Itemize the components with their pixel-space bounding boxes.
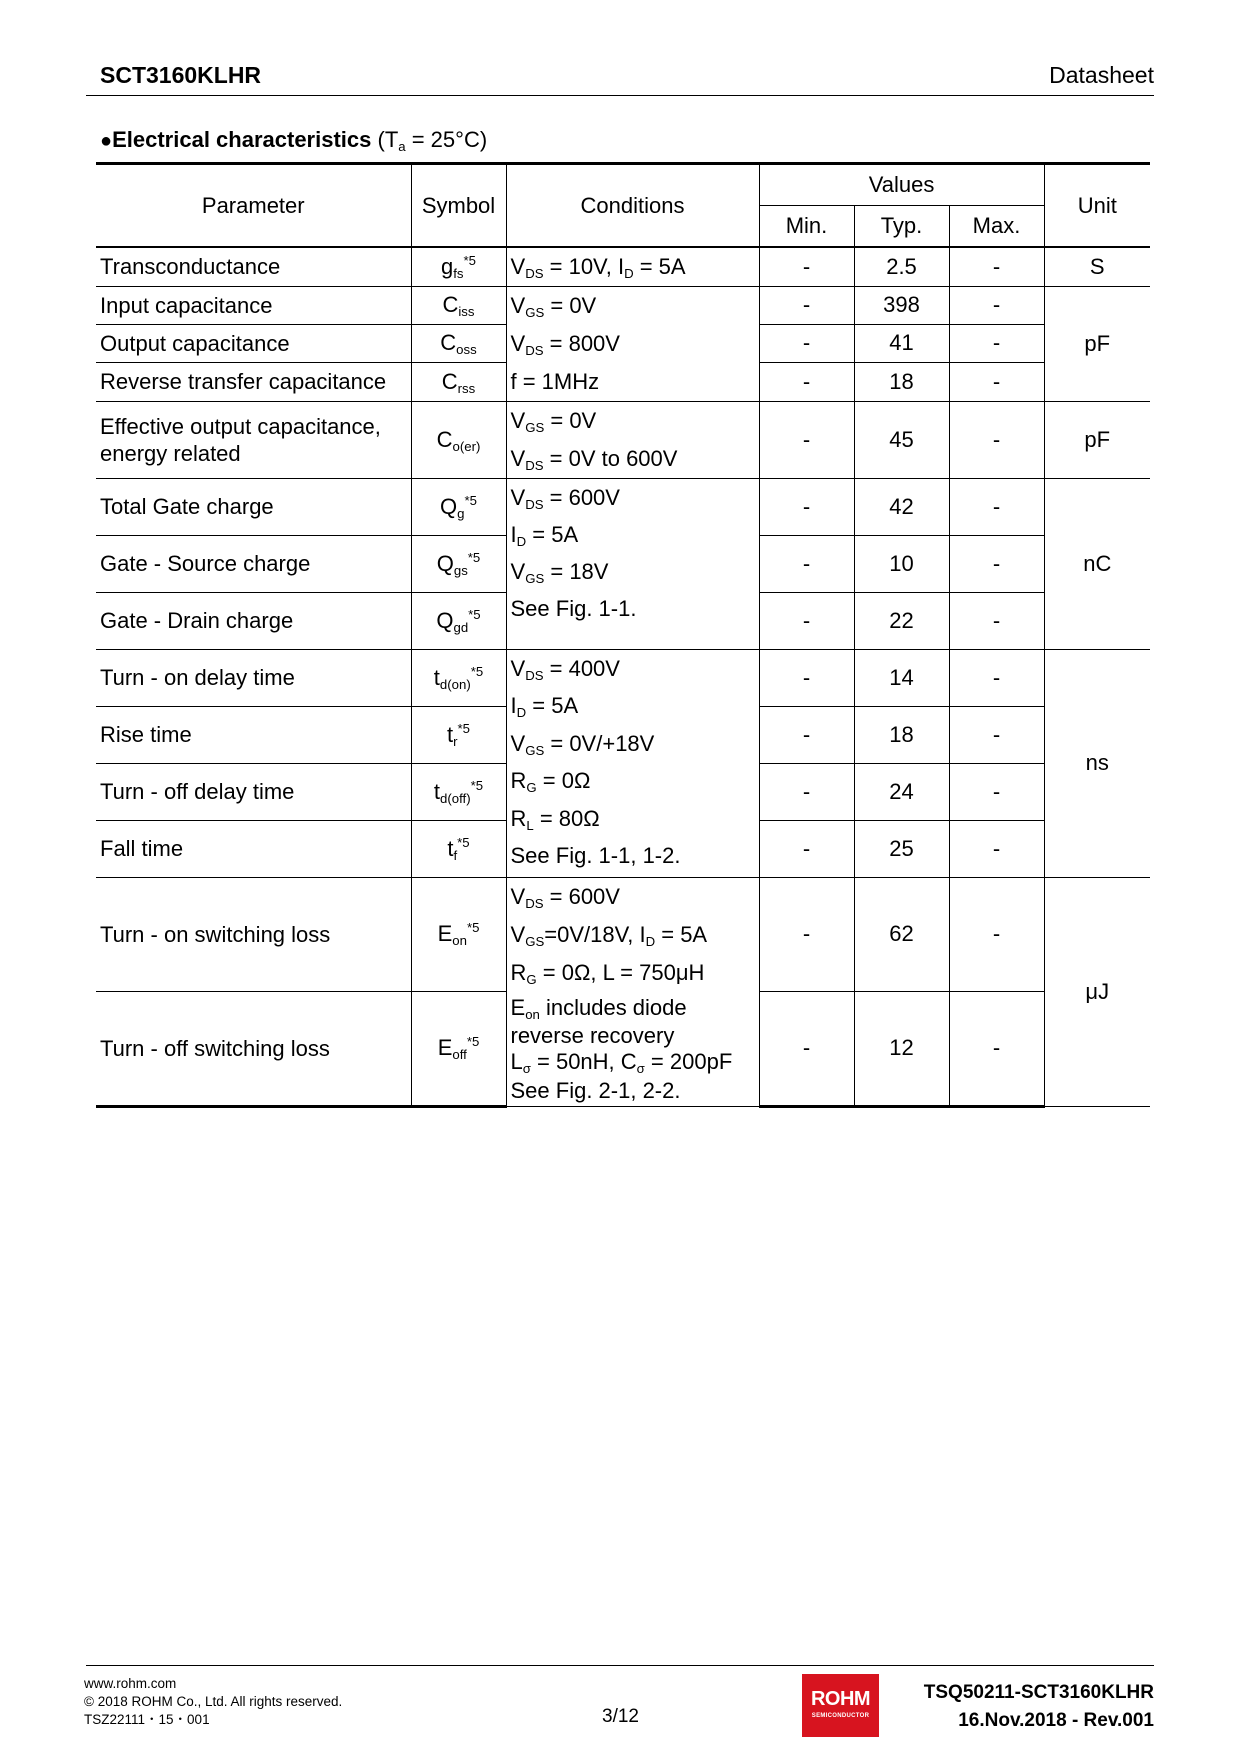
row-max: -	[949, 992, 1044, 1107]
row-parameter: Turn - on switching loss	[96, 877, 411, 992]
row-max: -	[949, 592, 1044, 649]
row-parameter: Transconductance	[96, 247, 411, 286]
row-parameter: Fall time	[96, 820, 411, 877]
header-symbol: Symbol	[411, 164, 506, 248]
row-unit: μJ	[1044, 877, 1150, 1106]
header-max: Max.	[949, 206, 1044, 248]
switching-conditions: $V_{DS} = 400V$ $I_D = 5A$ $V_{GS} = 0V/+18V$ $R_G = 0\Omega$ $R_L = 80\Omega$ See Fig. 1-1, 1-2.	[506, 649, 759, 877]
electrical-characteristics-table	[96, 162, 1150, 1108]
row-min: -	[759, 324, 854, 362]
rohm-logo: ROHM SEMICONDUCTOR	[802, 1674, 879, 1737]
footer-rule	[86, 1665, 1154, 1666]
header-conditions: Conditions	[506, 164, 759, 248]
footer-doc-number: TSQ50211-SCT3160KLHR	[923, 1682, 1154, 1703]
row-typ: 18	[854, 706, 949, 763]
row-max: -	[949, 877, 1044, 992]
page-number: 3/12	[602, 1706, 639, 1727]
row-max: -	[949, 363, 1044, 401]
row-parameter: Gate - Source charge	[96, 535, 411, 592]
row-typ: 62	[854, 877, 949, 992]
gate-charge-conditions: $V_{DS} = 600V$ $I_D = 5A$ $V_{GS} = 18V$ See Fig. 1-1.	[506, 478, 759, 649]
row-max: -	[949, 401, 1044, 478]
row-min: -	[759, 877, 854, 992]
footer-copyright: © 2018 ROHM Co., Ltd. All rights reserved.	[84, 1694, 343, 1709]
bullet-icon: ●	[100, 130, 113, 152]
header-parameter: Parameter	[96, 164, 411, 248]
row-typ: 24	[854, 763, 949, 820]
row-min: -	[759, 535, 854, 592]
row-symbol: $t_{d(off)}^{*5}$	[411, 763, 506, 820]
row-min: -	[759, 478, 854, 535]
row-parameter: Reverse transfer capacitance	[96, 363, 411, 401]
footer-website[interactable]: www.rohm.com	[84, 1676, 177, 1691]
row-typ: 18	[854, 363, 949, 401]
row-max: -	[949, 649, 1044, 706]
row-typ: 25	[854, 820, 949, 877]
row-symbol: $Q_g^{*5}$	[411, 478, 506, 535]
part-number: SCT3160KLHR	[100, 62, 262, 88]
row-symbol: $t_r^{*5}$	[411, 706, 506, 763]
row-unit: nC	[1044, 478, 1150, 649]
row-parameter: Turn - off switching loss	[96, 992, 411, 1107]
row-max: -	[949, 706, 1044, 763]
header-values: Values	[759, 164, 1044, 206]
row-unit: S	[1044, 247, 1150, 286]
row-symbol: $g_{fs}^{*5}$	[411, 247, 506, 286]
row-min: -	[759, 286, 854, 324]
section-title: ●Electrical characteristics $(T_a = 25^\circ C)$	[100, 127, 488, 154]
row-min: -	[759, 401, 854, 478]
row-typ: 41	[854, 324, 949, 362]
row-parameter: Turn - off delay time	[96, 763, 411, 820]
row-max: -	[949, 535, 1044, 592]
row-min: -	[759, 820, 854, 877]
row-symbol: $E_{off}^{*5}$	[411, 992, 506, 1107]
row-min: -	[759, 592, 854, 649]
row-min: -	[759, 706, 854, 763]
row-symbol: $C_{rss}$	[411, 363, 506, 401]
row-max: -	[949, 820, 1044, 877]
row-symbol: $C_{o(er)}$	[411, 401, 506, 478]
row-symbol: $C_{iss}$	[411, 286, 506, 324]
row-max: -	[949, 247, 1044, 286]
row-typ: 10	[854, 535, 949, 592]
row-min: -	[759, 649, 854, 706]
row-symbol: $Q_{gd}^{*5}$	[411, 592, 506, 649]
header-typ: Typ.	[854, 206, 949, 248]
row-typ: 14	[854, 649, 949, 706]
row-max: -	[949, 763, 1044, 820]
row-max: -	[949, 478, 1044, 535]
row-symbol: $C_{oss}$	[411, 324, 506, 362]
footer-left	[84, 1675, 342, 1729]
row-max: -	[949, 324, 1044, 362]
footer-revision: 16.Nov.2018 - Rev.001	[958, 1710, 1154, 1731]
footer-code: TSZ22111・15・001	[84, 1712, 210, 1727]
row-parameter: Rise time	[96, 706, 411, 763]
capacitance-conditions: $V_{GS} = 0V$ $V_{DS} = 800V$ f = 1MHz	[506, 286, 759, 401]
row-typ: 12	[854, 992, 949, 1107]
row-min: -	[759, 247, 854, 286]
row-typ: 398	[854, 286, 949, 324]
header-rule	[86, 95, 1154, 96]
row-conditions: $V_{DS} = 10V$, $I_D = 5A$	[506, 247, 759, 286]
row-unit: pF	[1044, 286, 1150, 401]
row-typ: 22	[854, 592, 949, 649]
row-typ: 45	[854, 401, 949, 478]
row-symbol: $t_f^{*5}$	[411, 820, 506, 877]
row-typ: 42	[854, 478, 949, 535]
row-min: -	[759, 763, 854, 820]
row-parameter: Output capacitance	[96, 324, 411, 362]
header-min: Min.	[759, 206, 854, 248]
row-unit: pF	[1044, 401, 1150, 478]
row-min: -	[759, 992, 854, 1107]
coer-conditions: $V_{GS} = 0V$ $V_{DS} = 0V$ to 600V	[506, 401, 759, 478]
row-max: -	[949, 286, 1044, 324]
row-symbol: $Q_{gs}^{*5}$	[411, 535, 506, 592]
row-parameter: Gate - Drain charge	[96, 592, 411, 649]
row-parameter: Effective output capacitance, energy related	[96, 401, 411, 478]
row-symbol: $t_{d(on)}^{*5}$	[411, 649, 506, 706]
switching-loss-conditions: $V_{DS} = 600V$ $V_{GS}=0V/18V$, $I_D = 5A$ $R_G = 0\Omega$, L = 750μH $E_{on}$ includes diode reverse recovery $L_\sigma = 50nH$, $C_\sigma = 200pF$ See Fig. 2-1, 2-2.	[506, 877, 759, 1106]
row-parameter: Input capacitance	[96, 286, 411, 324]
row-min: -	[759, 363, 854, 401]
document-type: Datasheet	[1049, 62, 1154, 88]
footer-right	[924, 1679, 1154, 1735]
header-unit: Unit	[1044, 164, 1150, 248]
row-parameter: Total Gate charge	[96, 478, 411, 535]
row-typ: 2.5	[854, 247, 949, 286]
row-parameter: Turn - on delay time	[96, 649, 411, 706]
row-unit: ns	[1044, 649, 1150, 877]
row-symbol: $E_{on}^{*5}$	[411, 877, 506, 992]
